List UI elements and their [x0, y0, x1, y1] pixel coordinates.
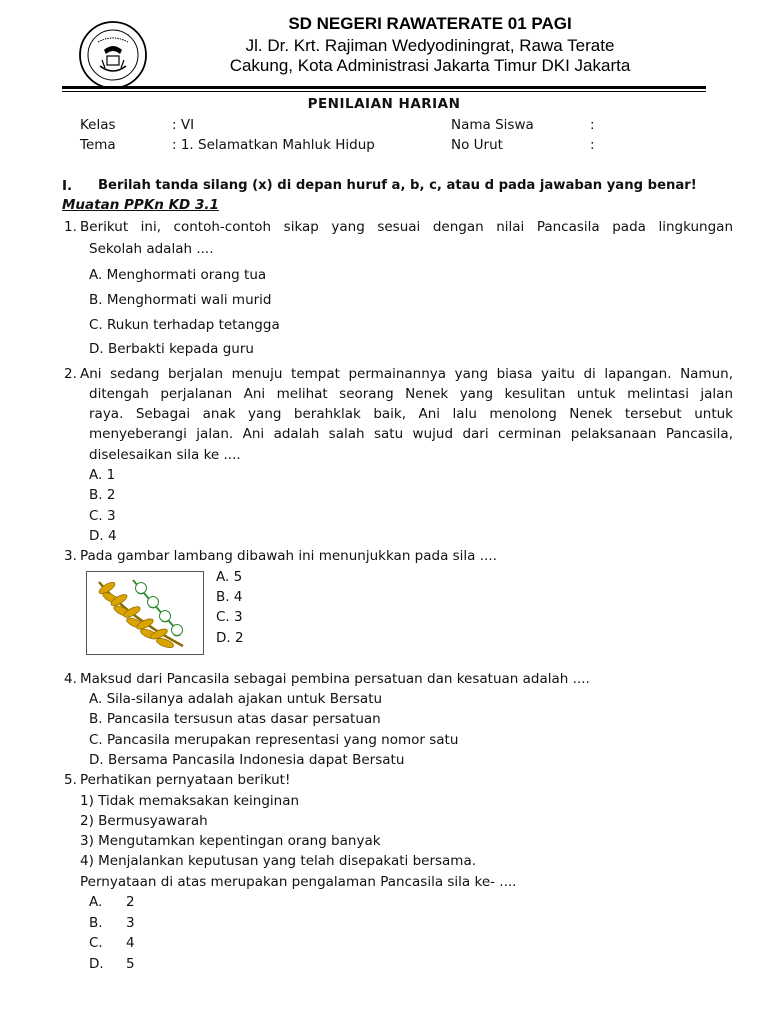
q1-option-b[interactable]: B. Menghormati wali murid	[89, 292, 272, 308]
q1-text-line1: Berikut ini, contoh-contoh sikap yang sesuai dengan nilai Pancasila pada lingkungan	[80, 219, 733, 235]
q5-option-a-letter[interactable]: A.	[89, 894, 103, 910]
kelas-label: Kelas	[80, 117, 116, 133]
no-urut-label: No Urut	[451, 137, 503, 153]
q4-text: Maksud dari Pancasila sebagai pembina persatuan dan kesatuan adalah ....	[80, 671, 590, 687]
page-title: PENILAIAN HARIAN	[307, 96, 461, 112]
q5-option-d-value[interactable]: 5	[126, 956, 135, 972]
q5-option-c-value[interactable]: 4	[126, 935, 135, 951]
q2-text-line1: Ani sedang berjalan menuju tempat permainannya yang biasa yaitu di lapangan. Namun,	[80, 366, 733, 382]
nama-siswa-label: Nama Siswa	[451, 117, 534, 133]
q5-statement-4: 4) Menjalankan keputusan yang telah disepakati bersama.	[80, 853, 477, 869]
q5-number: 5.	[64, 772, 77, 788]
q5-option-a-value[interactable]: 2	[126, 894, 135, 910]
q2-text-line2: ditengah perjalanan Ani melihat seorang Nenek yang kesulitan untuk melintasi jalan	[89, 386, 733, 402]
q2-option-a[interactable]: A. 1	[89, 467, 116, 483]
tema-label: Tema	[80, 137, 116, 153]
header-divider-thick	[62, 86, 706, 89]
tema-value: : 1. Selamatkan Mahluk Hidup	[172, 137, 375, 153]
q4-option-a[interactable]: A. Sila-silanya adalah ajakan untuk Bersatu	[89, 691, 383, 707]
nama-siswa-colon: :	[590, 117, 595, 133]
q1-number: 1.	[64, 219, 77, 235]
q5-option-b-value[interactable]: 3	[126, 915, 135, 931]
q1-option-d[interactable]: D. Berbakti kepada guru	[89, 341, 254, 357]
q5-option-c-letter[interactable]: C.	[89, 935, 103, 951]
q3-text: Pada gambar lambang dibawah ini menunjukkan pada sila ....	[80, 548, 497, 564]
q5-option-d-letter[interactable]: D.	[89, 956, 104, 972]
q2-number: 2.	[64, 366, 77, 382]
school-name: SD NEGERI RAWATERATE 01 PAGI	[288, 14, 572, 33]
q2-text-line4: menyeberangi jalan. Ani adalah salah satu wujud dari cerminan pelaksanaan Pancasila,	[89, 426, 733, 442]
rice-cotton-icon	[86, 571, 204, 655]
q3-option-b[interactable]: B. 4	[216, 589, 243, 605]
q5-statement-1: 1) Tidak memaksakan keinginan	[80, 793, 300, 809]
q3-option-c[interactable]: C. 3	[216, 609, 243, 625]
school-address-line1: Jl. Dr. Krt. Rajiman Wedyodiningrat, Rawa Terate	[245, 36, 615, 55]
q5-option-b-letter[interactable]: B.	[89, 915, 103, 931]
q2-text-line3: raya. Sebagai anak yang berahklak baik, Ani lalu menolong Nenek tersebut untuk	[89, 406, 733, 422]
q2-text-line5: diselesaikan sila ke ....	[89, 447, 241, 463]
q2-option-b[interactable]: B. 2	[89, 487, 116, 503]
q2-option-c[interactable]: C. 3	[89, 508, 116, 524]
q3-option-d[interactable]: D. 2	[216, 630, 244, 646]
header-divider-thin	[62, 91, 706, 92]
q3-number: 3.	[64, 548, 77, 564]
q5-text: Perhatikan pernyataan berikut!	[80, 772, 291, 788]
q1-text-line2: Sekolah adalah ....	[89, 241, 214, 257]
q4-option-d[interactable]: D. Bersama Pancasila Indonesia dapat Bersatu	[89, 752, 405, 768]
q4-option-b[interactable]: B. Pancasila tersusun atas dasar persatuan	[89, 711, 381, 727]
q5-statement-3: 3) Mengutamkan kepentingan orang banyak	[80, 833, 381, 849]
q4-option-c[interactable]: C. Pancasila merupakan representasi yang nomor satu	[89, 732, 459, 748]
section-instruction: Berilah tanda silang (x) di depan huruf a, b, c, atau d pada jawaban yang benar!	[98, 178, 697, 193]
subject-heading: Muatan PPKn KD 3.1	[62, 197, 219, 213]
q2-option-d[interactable]: D. 4	[89, 528, 117, 544]
q5-statement-2: 2) Bermusyawarah	[80, 813, 208, 829]
q5-question: Pernyataan di atas merupakan pengalaman Pancasila sila ke- ....	[80, 874, 517, 890]
kelas-value: : VI	[172, 117, 195, 133]
q1-option-a[interactable]: A. Menghormati orang tua	[89, 267, 267, 283]
school-address-line2: Cakung, Kota Administrasi Jakarta Timur DKI Jakarta	[229, 56, 631, 75]
q3-option-a[interactable]: A. 5	[216, 569, 243, 585]
q1-option-c[interactable]: C. Rukun terhadap tetangga	[89, 317, 280, 333]
no-urut-colon: :	[590, 137, 595, 153]
q4-number: 4.	[64, 671, 77, 687]
section-number: I.	[62, 178, 73, 194]
